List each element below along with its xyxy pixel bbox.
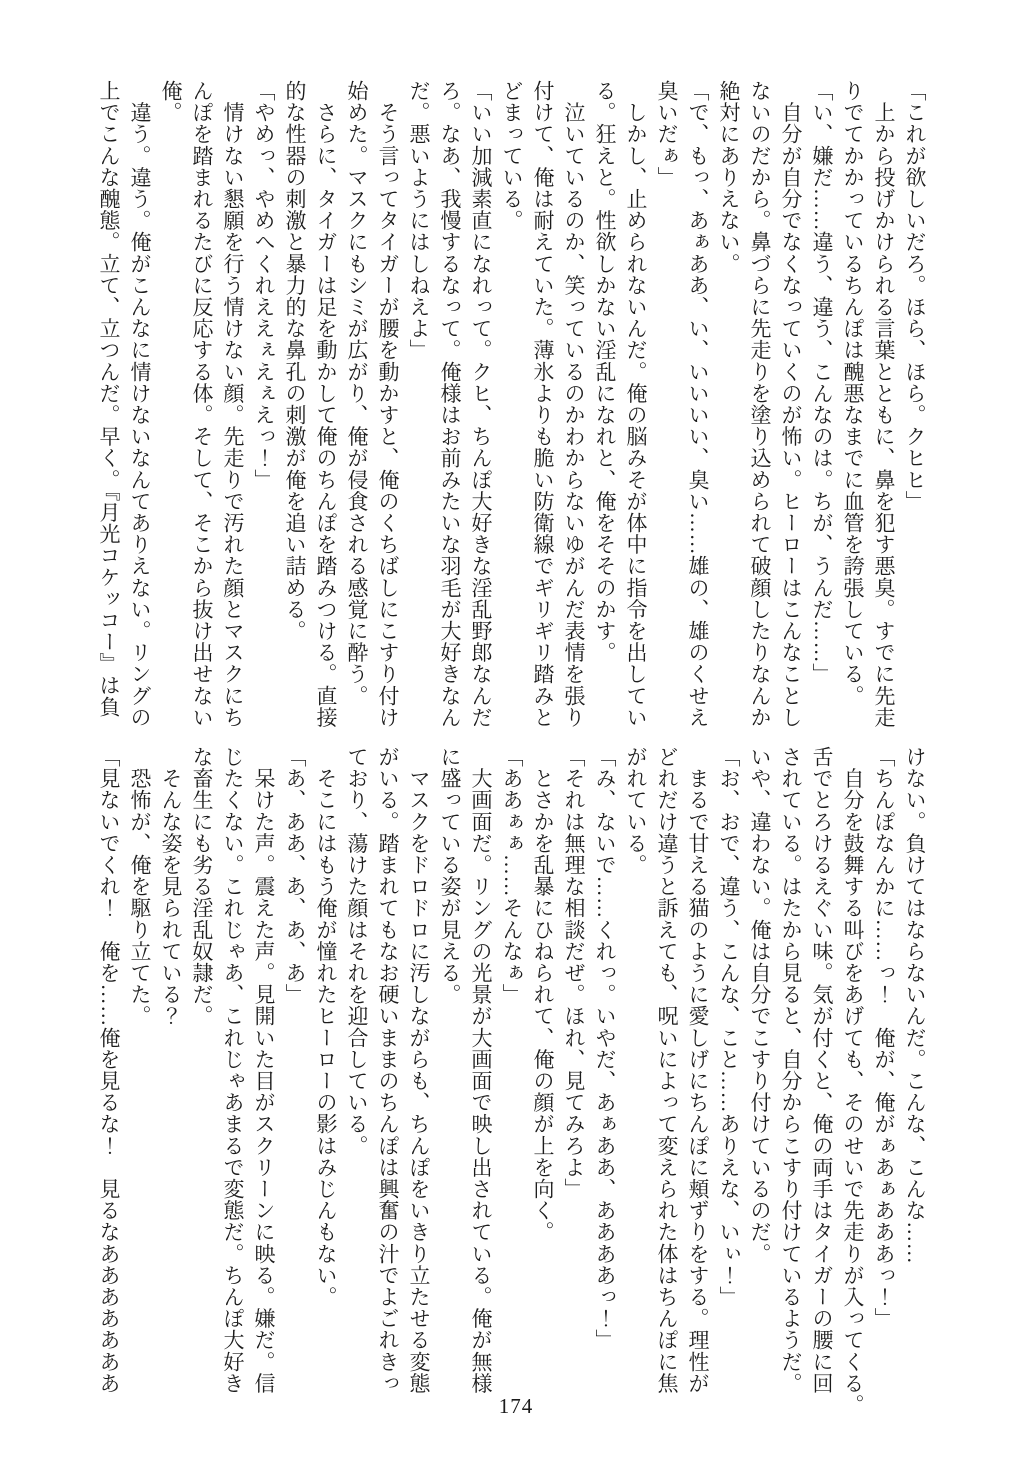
paragraph: 自分を鼓舞する叫びをあげても、そのせいで先走りが入ってくる。 舌でとろけるえぐい味。気が付くと、俺の両手はタイガーの腰に回 されている。はたから見ると、自分からこすり付けているようだ。 いや、違わない。俺は自分でこすり付けているのだ。 [748,746,865,1416]
paragraph: 「で、もっ、あぁああ、い、いいいい、臭い……雄の、雄のくせえ 臭いだぁ」 [655,80,710,728]
paragraph: そこにはもう俺が憧れたヒーローの影はみじんもない。 [314,746,338,1308]
paragraph: 「いい加減素直になれって。クヒ、ちんぽ大好きな淫乱野郎なんだ ろ。なあ、我慢するなって。俺様はお前みたいな羽毛が大好きなん だ。悪いようにはしねえよ」 [407,80,493,728]
paragraph: 「ああぁぁ……そんなぁ」 [500,746,524,1006]
paragraph: そんな姿を見られている？ [159,746,183,1027]
paragraph: マスクをドロドロに汚しながらも、ちんぽをいきり立たせる変態 がいる。踏まれてもなお硬いままのちんぽは興奮の汁でよごれきっ ており、蕩けた顔はそれを迎合している。 [345,746,431,1394]
paragraph: 呆けた声。震えた声。見開いた目がスクリーンに映る。嫌だ。信 じたくない。これじゃあ、これじゃあまるで変態だ。ちんぽ大好き な畜生にも劣る淫乱奴隷だ。 [190,746,276,1394]
paragraph: 情けない懇願を行う情けない顔。先走りで汚れた顔とマスクにち んぽを踏まれるたびに反応する体。そして、そこから抜け出せない 俺。 [159,80,245,728]
paragraph: 「み、ないで……くれっ。いやだ、あぁああ、ああああっ！」 [593,746,617,1351]
page-number: 174 [498,1394,534,1418]
bottom-text-block [93,746,930,1416]
paragraph: けない。負けてはならないんだ。こんな、こんな…… [903,746,927,1265]
paragraph: 「ちんぽなんかに……っ！ 俺が、俺がぁあぁあああっ！」 [872,746,896,1330]
paragraph: 大画面だ。リングの光景が大画面で映し出されている。俺が無様 に盛っている姿が見える。 [438,746,493,1394]
paragraph: 「あ、ああ、あ、あ、あ」 [283,746,307,1006]
paragraph: 「やめっ、やめへくれええぇえぇえっ！」 [252,80,276,491]
paragraph: 自分が自分でなくなっていくのが怖い。ヒーローはこんなことし ないのだから。鼻づらに先走りを塗り込められて破顔したりなんか 絶対にありえない。 [717,80,803,728]
paragraph: まるで甘える猫のように愛しげにちんぽに頬ずりをする。理性が どれだけ違うと訴えても、呪いによって変えられた体はちんぽに焦 がれている。 [624,746,710,1394]
paragraph: 泣いているのか、笑っているのかわからないゆがんだ表情を張り 付けて、俺は耐えていた。薄氷よりも脆い防衛線でギリギリ踏みと どまっている。 [500,80,586,728]
paragraph: 「い、嫌だ……違う、違う、こんなのは。ちが、うんだ……」 [810,80,834,685]
paragraph: しかし、止められないんだ。俺の脳みそが体中に指令を出してい る。狂えと。性欲しかない淫乱になれと、俺をそそのかす。 [593,80,648,728]
paragraph: 「これが欲しいだろ。ほら、ほら。クヒヒ」 [903,80,927,512]
paragraph: さらに、タイガーは足を動かして俺のちんぽを踏みつける。直接 的な性器の刺激と暴力的な鼻孔の刺激が俺を追い詰める。 [283,80,338,728]
top-text-block [93,80,930,740]
paragraph: 恐怖が、俺を駆り立てた。 [128,746,152,1027]
paragraph: 「それは無理な相談だぜ。ほれ、見てみろよ」 [562,746,586,1200]
paragraph: 上から投げかけられる言葉とともに、鼻を犯す悪臭。すでに先走 りでてかかっているちんぽは醜悪なまでに血管を誇張している。 [841,80,896,728]
paragraph: そう言ってタイガーが腰を動かすと、俺のくちばしにこすり付け 始めた。マスクにもシミが広がり、俺が侵食される感覚に酔う。 [345,80,400,728]
paragraph: 「見ないでくれ！ 俺を……俺を見るな！ 見るなあああああああ [97,746,121,1394]
paragraph: 違う。違う。俺がこんなに情けないなんてありえない。リングの 上でこんな醜態。立て、立つんだ。早く。『月光コケッコー』は負 [97,80,152,728]
paragraph: とさかを乱暴にひねられて、俺の顔が上を向く。 [531,746,555,1243]
paragraph: 「お、おで、違う、こんな、こと……ありえな、いぃ！」 [717,746,741,1308]
